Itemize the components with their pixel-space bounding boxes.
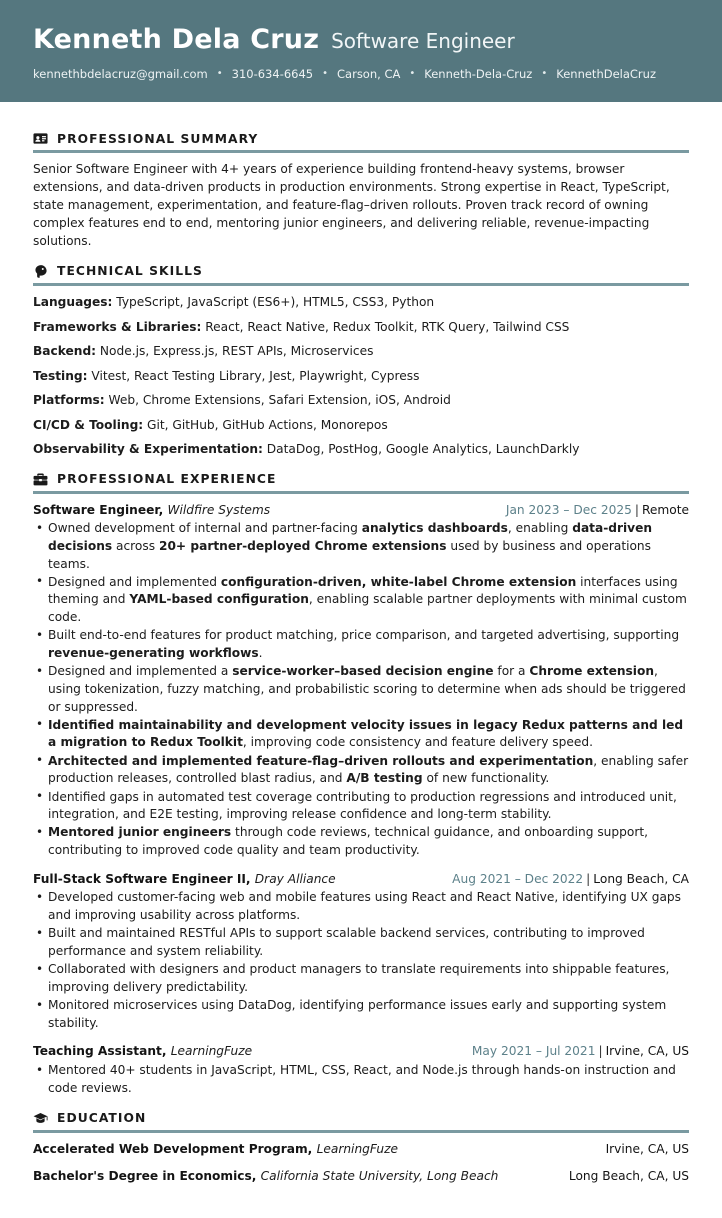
bullet-text: through code reviews, technical guidance, and onboarding support, contributing to improved code quality and team productivity. [48, 825, 649, 858]
job-dates: May 2021 – Jul 2021 [471, 1044, 596, 1059]
bullet-text: Built end-to-end features for product matching, price comparison, and targeted advertising, supporting [48, 628, 680, 643]
section-header-skills [33, 264, 689, 279]
bullet-text: for a [493, 664, 530, 679]
skill-line [33, 294, 689, 311]
skill-values: Web, Chrome Extensions, Safari Extension, iOS, Android [104, 393, 451, 408]
section-header-experience [33, 472, 689, 487]
skill-values: Vitest, React Testing Library, Jest, Playwright, Cypress [87, 368, 420, 383]
job-bullet [33, 627, 689, 662]
bullet-emphasis: YAML-based configuration [129, 592, 309, 607]
skill-category-label: Platforms: [33, 393, 105, 408]
contact-row [33, 67, 689, 82]
bullet-text: Owned development of internal and partner-facing [48, 521, 362, 536]
job-title-company [33, 502, 270, 520]
section-professional-experience [33, 472, 689, 1098]
job-location: Irvine, CA, US [605, 1044, 689, 1059]
job-bullet [33, 753, 689, 788]
bullet-emphasis: service-worker–based decision engine [232, 664, 494, 679]
education-entry [33, 1141, 689, 1159]
job-bullet [33, 824, 689, 859]
education-degree-school [33, 1141, 398, 1159]
bullet-emphasis: analytics dashboards [361, 521, 508, 536]
job-title-company [33, 1043, 252, 1061]
skill-line [33, 368, 689, 385]
job-separator: | [598, 1044, 603, 1059]
education-location: Long Beach, CA, US [568, 1169, 689, 1184]
job-location: Remote [641, 502, 689, 517]
skill-line [33, 319, 689, 336]
job-dates: Jan 2023 – Dec 2025 [505, 502, 632, 517]
job-title-company [33, 871, 336, 889]
job-role: Teaching Assistant, [33, 1044, 171, 1059]
graduation-cap-icon [33, 1111, 48, 1126]
contact-item[interactable]: Kenneth-Dela-Cruz [424, 67, 533, 82]
skill-category-label: Languages: [33, 294, 113, 309]
section-header-education [33, 1111, 689, 1126]
skill-category-label: Frameworks & Libraries: [33, 319, 202, 334]
full-name: Kenneth Dela Cruz [33, 24, 320, 55]
skill-line [33, 441, 689, 458]
section-title-experience: PROFESSIONAL EXPERIENCE [57, 472, 277, 487]
skill-values: DataDog, PostHog, Google Analytics, LaunchDarkly [262, 442, 580, 457]
skill-values: React, React Native, Redux Toolkit, RTK Query, Tailwind CSS [201, 319, 570, 334]
skill-line [33, 417, 689, 434]
job-location: Long Beach, CA [593, 871, 689, 886]
section-title-summary: PROFESSIONAL SUMMARY [57, 131, 259, 146]
skill-category-label: CI/CD & Tooling: [33, 417, 144, 432]
section-divider [33, 1130, 689, 1133]
skill-line [33, 392, 689, 409]
bullet-emphasis: Architected and implemented feature-flag–driven rollouts and experimentation [48, 753, 594, 768]
job-role: Software Engineer, [33, 502, 168, 517]
job-dates-location [506, 502, 689, 520]
bullet-text: , enabling [507, 521, 573, 536]
education-list [33, 1141, 689, 1186]
section-header-summary [33, 131, 689, 146]
contact-item[interactable]: kennethbdelacruz@gmail.com [33, 67, 208, 82]
bullet-emphasis: data-driven decisions [48, 521, 653, 553]
bullet-text: , improving code consistency and feature delivery speed. [242, 735, 594, 750]
experience-list [33, 502, 689, 1098]
skill-line [33, 343, 689, 360]
skill-values: Git, GitHub, GitHub Actions, Monorepos [143, 417, 388, 432]
job-separator: | [634, 502, 639, 517]
brain-head-icon [33, 264, 48, 279]
contact-item[interactable]: KennethDelaCruz [556, 67, 656, 82]
contact-separator: • [409, 68, 416, 80]
job-bullet-list [33, 520, 689, 860]
job-company: Wildfire Systems [167, 502, 271, 517]
bullet-text: of new functionality. [422, 771, 550, 786]
job-bullet [33, 789, 689, 824]
job-bullet [33, 925, 689, 960]
job-bullet [33, 961, 689, 996]
experience-entry-header [33, 871, 689, 889]
bullet-text: Monitored microservices using DataDog, identifying performance issues early and supporting system stability. [48, 998, 667, 1030]
section-divider [33, 491, 689, 494]
bullet-text: interfaces using theming and [48, 574, 678, 607]
job-bullet [33, 889, 689, 924]
skill-values: Node.js, Express.js, REST APIs, Microservices [96, 344, 374, 359]
bullet-text: , enabling safer production releases, controlled blast radius, and [48, 753, 689, 786]
education-degree: Bachelor's Degree in Economics, [33, 1169, 261, 1184]
education-entry [33, 1168, 689, 1186]
bullet-emphasis: configuration-driven, white-label Chrome extension [220, 574, 577, 589]
experience-entry [33, 1043, 689, 1097]
resume-header [0, 0, 722, 102]
skill-values: TypeScript, JavaScript (ES6+), HTML5, CSS3, Python [112, 294, 435, 309]
bullet-emphasis: revenue-generating workflows [48, 646, 259, 661]
job-dates-location [472, 1043, 689, 1061]
section-title-skills: TECHNICAL SKILLS [57, 264, 203, 279]
bullet-text: , using tokenization, fuzzy matching, and probabilistic scoring to determine when ads should be triggered or suppressed. [48, 664, 686, 714]
bullet-emphasis: 20+ partner-deployed Chrome extensions [158, 538, 447, 553]
bullet-emphasis: Identified maintainability and development velocity issues in legacy Redux patterns and led a migration to Redux Toolkit [48, 717, 684, 750]
experience-entry [33, 871, 689, 1033]
contact-item[interactable]: 310-634-6645 [231, 67, 314, 82]
contact-separator: • [322, 68, 329, 80]
bullet-text: used by business and operations teams. [48, 538, 652, 571]
bullet-emphasis: Mentored junior engineers [48, 825, 232, 840]
bullet-text: Collaborated with designers and product managers to translate requirements into shippable features, improving delivery predictability. [48, 962, 670, 994]
job-separator: | [586, 871, 591, 886]
job-role: Full-Stack Software Engineer II, [33, 871, 255, 886]
job-bullet [33, 520, 689, 573]
skill-category-label: Observability & Experimentation: [33, 442, 263, 457]
resume-content [0, 102, 722, 1218]
contact-separator: • [216, 68, 223, 80]
education-degree-school [33, 1168, 498, 1186]
section-divider [33, 150, 689, 153]
education-school: LearningFuze [316, 1141, 399, 1156]
id-card-icon [33, 131, 48, 146]
section-divider [33, 283, 689, 286]
skills-list [33, 294, 689, 459]
bullet-emphasis: Chrome extension [529, 664, 654, 679]
job-company: Dray Alliance [254, 871, 336, 886]
job-dates-location [452, 871, 689, 889]
section-education [33, 1111, 689, 1186]
section-technical-skills [33, 264, 689, 459]
bullet-text: Identified gaps in automated test coverage contributing to production regressions and introduced unit, integration, and E2E testing, improving release confidence and long-term stability. [48, 789, 677, 822]
bullet-emphasis: A/B testing [346, 771, 423, 786]
job-bullet [33, 717, 689, 752]
skill-category-label: Testing: [33, 368, 88, 383]
job-company: LearningFuze [170, 1044, 253, 1059]
job-bullet [33, 997, 689, 1032]
job-title: Software Engineer [331, 29, 515, 53]
job-bullet [33, 663, 689, 716]
job-bullet-list [33, 889, 689, 1032]
bullet-text: . [258, 646, 263, 661]
summary-text: Senior Software Engineer with 4+ years of experience building frontend-heavy systems, browser extensions, and data-driven products in production environments. Strong expertise in React, TypeScript, state management, experimentation, and feature-flag–driven rollouts. Proven track record of owning complex features end to end, mentoring junior engineers, and delivering reliable, revenue-impacting solutions. [33, 162, 670, 249]
bullet-text: Designed and implemented [48, 574, 221, 589]
bullet-text: Built and maintained RESTful APIs to support scalable backend services, contributing to improved performance and system reliability. [48, 926, 645, 959]
experience-entry-header [33, 1043, 689, 1061]
section-professional-summary [33, 131, 689, 251]
education-school: California State University, Long Beach [260, 1169, 499, 1184]
bullet-text: across [112, 538, 159, 553]
bullet-text: , enabling scalable partner deployments with minimal custom code. [48, 592, 687, 625]
briefcase-icon [33, 472, 48, 487]
contact-item[interactable]: Carson, CA [337, 67, 401, 82]
education-degree: Accelerated Web Development Program, [33, 1141, 317, 1156]
section-title-education: EDUCATION [57, 1111, 147, 1126]
job-dates: Aug 2021 – Dec 2022 [452, 871, 584, 886]
experience-entry-header [33, 502, 689, 520]
job-bullet [33, 574, 689, 627]
bullet-text: Developed customer-facing web and mobile features using React and React Native, identifying UX gaps and improving usability across platforms. [48, 890, 682, 923]
skill-category-label: Backend: [33, 344, 97, 359]
contact-separator: • [541, 68, 548, 80]
bullet-text: Mentored 40+ students in JavaScript, HTML, CSS, React, and Node.js through hands-on instruction and code reviews. [48, 1063, 676, 1095]
experience-entry [33, 502, 689, 860]
name-row [33, 26, 689, 54]
job-bullet-list [33, 1062, 689, 1097]
education-location: Irvine, CA, US [605, 1141, 689, 1156]
job-bullet [33, 1062, 689, 1097]
bullet-text: Designed and implemented a [48, 664, 233, 679]
